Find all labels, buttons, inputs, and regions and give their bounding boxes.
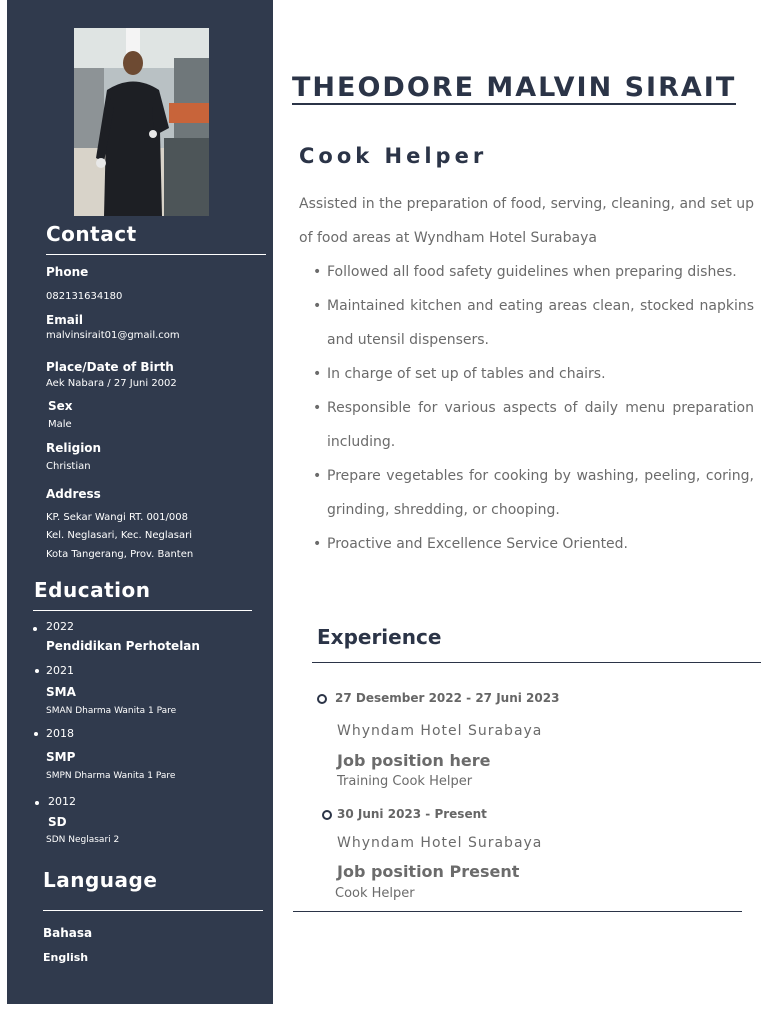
profile-summary: Assisted in the preparation of food, serving, cleaning, and set up of food areas at Wyndham Hotel Surabaya bbox=[299, 196, 754, 246]
religion-label: Religion bbox=[46, 441, 102, 455]
list-item: • Followed all food safety guidelines when preparing dishes. bbox=[313, 255, 754, 289]
experience-date: 27 Desember 2022 - 27 Juni 2023 bbox=[335, 691, 560, 705]
phone-value: 082131634180 bbox=[46, 291, 123, 302]
bottom-divider bbox=[293, 911, 742, 912]
education-year: 2012 bbox=[48, 795, 76, 808]
education-year: 2021 bbox=[46, 664, 74, 677]
education-year: 2018 bbox=[46, 727, 74, 740]
job-role: Cook Helper bbox=[299, 144, 488, 168]
bullet-dot-icon bbox=[35, 669, 39, 673]
address-line-3: Kota Tangerang, Prov. Banten bbox=[46, 549, 194, 560]
language-heading: Language bbox=[43, 868, 158, 892]
list-item: • Prepare vegetables for cooking by washing, peeling, coring, grinding, shredding, or chooping. bbox=[313, 459, 754, 527]
education-degree: SMP bbox=[46, 750, 76, 764]
list-item: • Proactive and Excellence Service Oriented. bbox=[313, 527, 754, 561]
education-school: SMAN Dharma Wanita 1 Pare bbox=[46, 706, 177, 716]
responsibility-list bbox=[313, 255, 754, 561]
bullet-dot-icon bbox=[34, 732, 38, 736]
education-degree: SD bbox=[48, 815, 67, 829]
list-item: • In charge of set up of tables and chairs. bbox=[313, 357, 754, 391]
list-item: • Maintained kitchen and eating areas clean, stocked napkins and utensil dispensers. bbox=[313, 289, 754, 357]
sex-value: Male bbox=[48, 419, 72, 430]
sidebar bbox=[7, 0, 273, 1004]
profile-photo bbox=[74, 28, 209, 216]
language-divider bbox=[43, 910, 263, 911]
address-line-2: Kel. Neglasari, Kec. Neglasari bbox=[46, 530, 193, 541]
contact-heading: Contact bbox=[46, 222, 137, 246]
education-year: 2022 bbox=[46, 620, 74, 633]
experience-company: Whyndam Hotel Surabaya bbox=[337, 723, 543, 739]
circle-outline-icon bbox=[317, 694, 327, 704]
birth-value: Aek Nabara / 27 Juni 2002 bbox=[46, 378, 177, 389]
email-label: Email bbox=[46, 313, 84, 327]
bullet-dot-icon bbox=[35, 801, 39, 805]
circle-outline-icon bbox=[322, 810, 332, 820]
language-item: English bbox=[43, 951, 89, 964]
education-degree: SMA bbox=[46, 685, 76, 699]
experience-date: 30 Juni 2023 - Present bbox=[337, 807, 487, 821]
bullet-dot-icon bbox=[33, 627, 37, 631]
experience-heading: Experience bbox=[317, 625, 442, 649]
phone-label: Phone bbox=[46, 265, 89, 279]
religion-value: Christian bbox=[46, 461, 91, 472]
experience-title: Cook Helper bbox=[335, 886, 415, 901]
experience-title: Training Cook Helper bbox=[337, 774, 473, 789]
address-line-1: KP. Sekar Wangi RT. 001/008 bbox=[46, 512, 188, 523]
address-label: Address bbox=[46, 487, 101, 501]
education-degree: Pendidikan Perhotelan bbox=[46, 639, 200, 653]
experience-divider bbox=[312, 662, 761, 663]
language-item: Bahasa bbox=[43, 926, 93, 940]
list-item: • Responsible for various aspects of daily menu preparation including. bbox=[313, 391, 754, 459]
education-heading: Education bbox=[34, 578, 151, 602]
education-school: SMPN Dharma Wanita 1 Pare bbox=[46, 771, 176, 781]
education-school: SDN Neglasari 2 bbox=[46, 835, 120, 845]
experience-position: Job position Present bbox=[337, 862, 520, 881]
contact-divider bbox=[46, 254, 266, 255]
email-value: malvinsirait01@gmail.com bbox=[46, 330, 180, 341]
birth-label: Place/Date of Birth bbox=[46, 360, 174, 374]
sex-label: Sex bbox=[48, 399, 73, 413]
education-divider bbox=[33, 610, 252, 611]
candidate-name: THEODORE MALVIN SIRAIT bbox=[292, 72, 737, 103]
experience-position: Job position here bbox=[337, 751, 491, 770]
experience-company: Whyndam Hotel Surabaya bbox=[337, 835, 543, 851]
